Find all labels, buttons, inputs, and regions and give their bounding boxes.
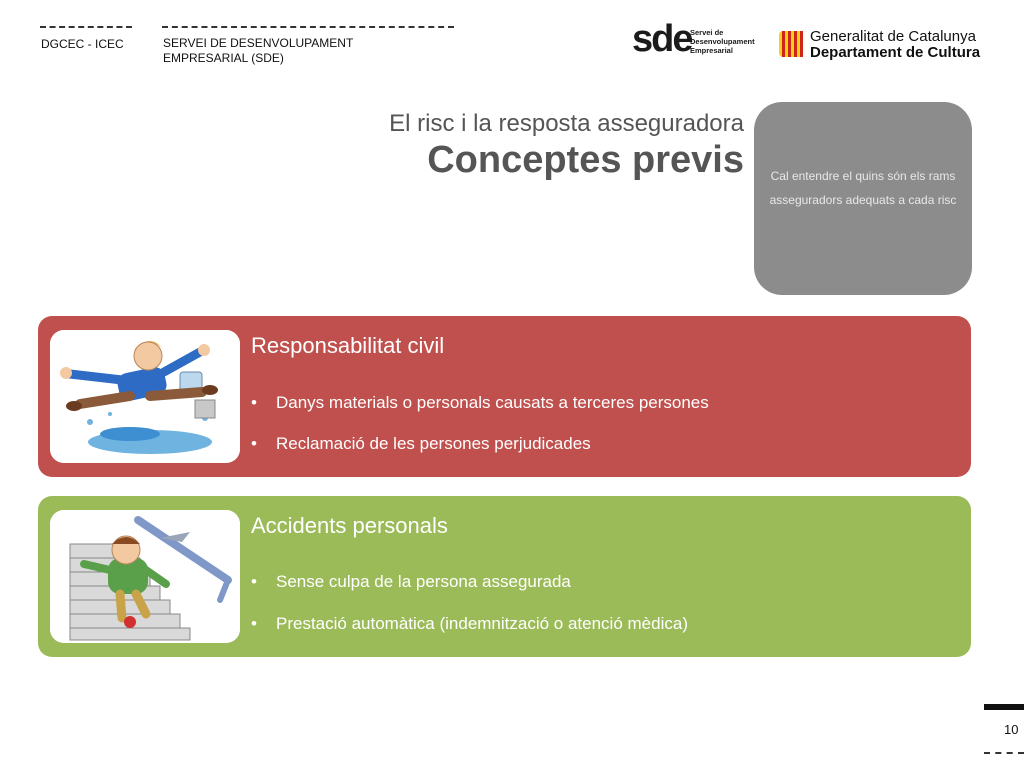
- org-long-line2: EMPRESARIAL (SDE): [163, 51, 284, 65]
- page-footer-divider: [984, 752, 1024, 754]
- note-text: Cal entendre el quins són els rams asseguradors adequats a cada risc: [769, 169, 957, 207]
- slipping-man-illustration: [50, 330, 240, 463]
- card-bullet: • Reclamació de les persones perjudicades: [251, 434, 591, 454]
- gencat-logo-line1: Generalitat de Catalunya: [810, 28, 976, 45]
- card-bullet: • Sense culpa de la persona assegurada: [251, 572, 571, 592]
- page-number: 10: [1004, 722, 1019, 737]
- sde-wordmark: sde: [632, 18, 692, 60]
- header-divider-left: [40, 26, 132, 28]
- note-box: [754, 102, 972, 295]
- sde-logo-line3: Empresarial: [690, 46, 733, 55]
- card-title: Responsabilitat civil: [251, 333, 445, 358]
- card-bullet: • Danys materials o personals causats a terceres persones: [251, 393, 709, 413]
- falling-child-illustration: [50, 510, 240, 643]
- org-short-label: DGCEC - ICEC: [41, 37, 124, 51]
- card-accidents-personals: [38, 496, 971, 657]
- sde-logo-line1: Servei de: [690, 28, 724, 37]
- slipping-man-icon: [50, 330, 240, 463]
- card-title: Accidents personals: [251, 513, 448, 538]
- gencat-emblem-icon: [778, 30, 804, 58]
- page-number-bar: [984, 704, 1024, 710]
- gencat-logo: [778, 28, 988, 62]
- slide-title: Conceptes previs: [427, 139, 744, 181]
- org-long-line1: SERVEI DE DESENVOLUPAMENT: [163, 36, 354, 50]
- slide-subtitle: El risc i la resposta asseguradora: [389, 110, 744, 137]
- card-bullet: • Prestació automàtica (indemnització o atenció mèdica): [251, 614, 688, 634]
- sde-logo-subtitle: [690, 28, 755, 55]
- gencat-logo-line2: Departament de Cultura: [810, 44, 981, 61]
- card-responsabilitat-civil: [38, 316, 971, 477]
- header-divider-right: [162, 26, 454, 28]
- sde-logo-line2: Desenvolupament: [690, 37, 755, 46]
- org-long-label: [163, 36, 353, 66]
- sde-logo: [632, 18, 755, 64]
- falling-child-icon: [50, 510, 240, 643]
